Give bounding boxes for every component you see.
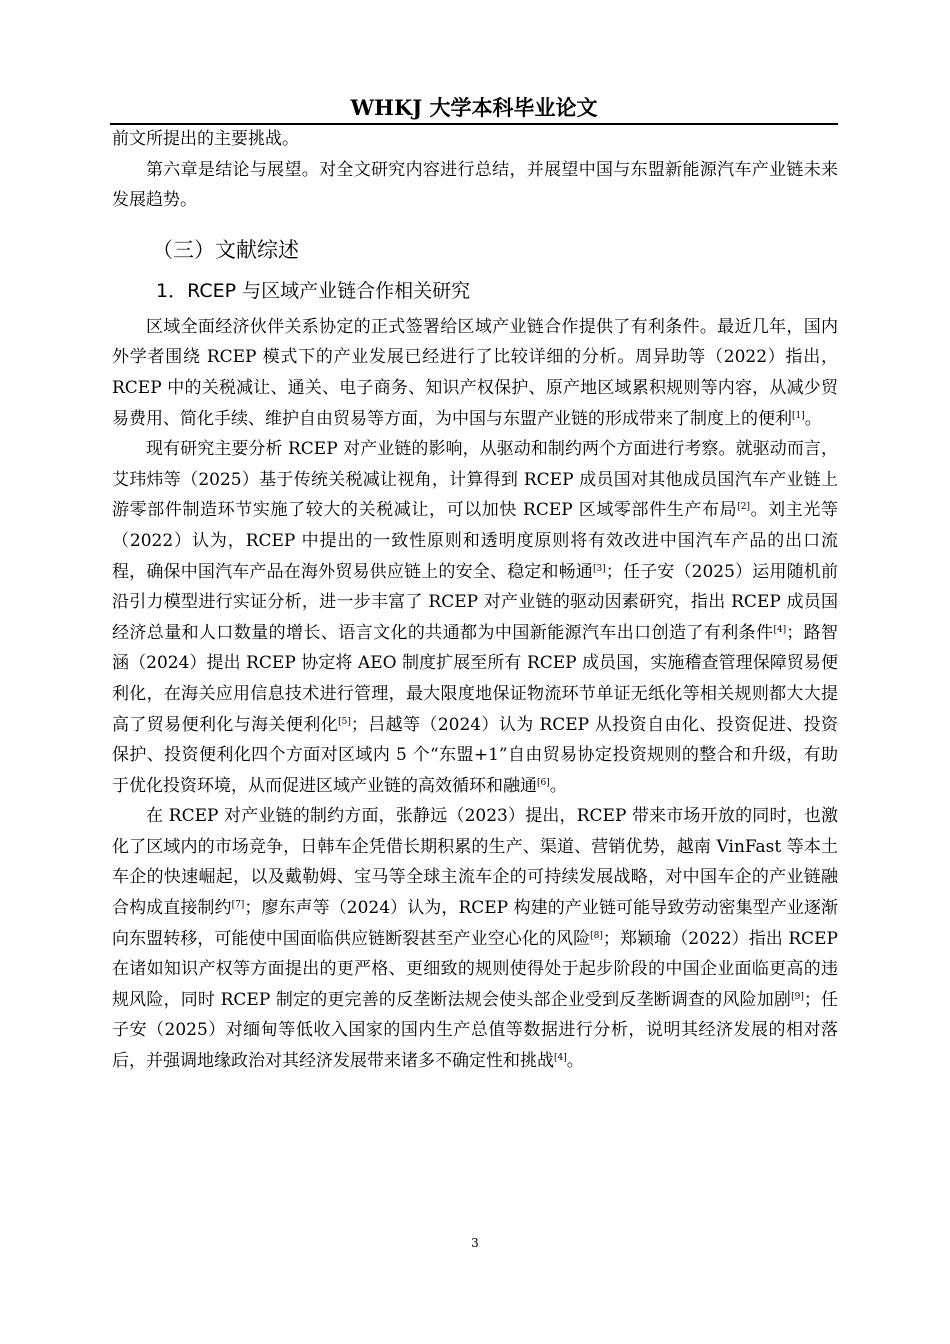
paragraph-text: 。刘主光等（2022）认为，RCEP 中提出的一致性原则和透明度原则将有效改进中国汽车产品的出口流程，确保中国汽车产品在海外贸易供应链上的安全、稳定和畅通 [112,500,839,582]
paragraph-text: ；廖东声等（2024）认为，RCEP 构建的产业链可能导致劳动密集型产业逐渐向东盟转移，可能使中国面临供应链断裂甚至产业空心化的风险 [112,898,839,949]
page-number: 3 [471,1236,479,1250]
paragraph-text: ；任子安（2025）对缅甸等低收入国家的国内生产总值等数据进行分析，说明其经济发展的相对落后，并强调地缘政治对其经济发展带来诸多不确定性和挑战 [112,989,839,1072]
citation-ref: [5] [338,716,351,727]
subsection-heading: 1．RCEP 与区域产业链合作相关研究 [156,279,471,302]
paragraph-rcep-intro [112,312,838,434]
paragraph-rcep-drivers [112,434,838,801]
paragraph-text: ；郑颖瑜（2022）指出 RCEP 在诸如知识产权等方面提出的更严格、更细致的规则使得处于起步阶段的中国企业面临更高的违规风险，同时 RCEP 制定的更完善的反垄断法规会使头部企业受到反垄断调查的风险加剧 [112,928,838,1010]
paragraph-text: 在 RCEP 对产业链的制约方面，张静远（2023）提出，RCEP 带来市场开放的同时，也激化了区域内的市场竞争，日韩车企凭借长期积累的生产、渠道、营销优势，越南 VinFast 等本土车企的快速崛起，以及戴勒姆、宝马等全球主流车企的可持续发展战略，对中国车企的产业链融合构成直接制约 [112,806,838,919]
citation-ref: [4] [554,1053,567,1064]
citation-ref: [6] [537,777,550,788]
citation-ref: [1] [792,410,805,421]
paragraph-chapter-six: 第六章是结论与展望。对全文研究内容进行总结，并展望中国与东盟新能源汽车产业链未来发展趋势。 [112,159,838,211]
citation-ref: [2] [737,502,750,513]
paragraph-text: 现有研究主要分析 RCEP 对产业链的影响，从驱动和制约两个方面进行考察。就驱动而言，艾玮炜等（2025）基于传统关税减让视角，计算得到 RCEP 成员国对其他成员国汽车产业链上游零部件制造环节实施了较大的关税减让，可以加快 RCEP 区域零部件生产布局 [112,439,838,521]
paragraph-text: ；吕越等（2024）认为 RCEP 从投资自由化、投资促进、投资保护、投资便利化四个方面对区域内 5 个“东盟+1”自由贸易协定投资规则的整合和升级，有助于优化投资环境，从而促进区域产业链的高效循环和融通 [112,714,839,796]
citation-ref: [4] [773,624,787,635]
paragraph-rcep-constraints [112,801,838,1076]
section-heading: （三）文献综述 [152,237,299,262]
citation-ref: [8] [590,930,603,941]
paragraph-text: 。 [566,1051,584,1072]
paragraph-continuation: 前文所提出的主要挑战。 [112,129,299,149]
page-body [112,124,838,1077]
paragraph-text: 区域全面经济伙伴关系协定的正式签署给区域产业链合作提供了有利条件。最近几年，国内外学者围绕 RCEP 模式下的产业发展已经进行了比较详细的分析。周异助等（2022）指出，RCEP 中的关税减让、通关、电子商务、知识产权保护、原产地区域累积规则等内容，从减少贸易费用、简化手续、维护自由贸易等方面，为中国与东盟产业链的形成带来了制度上的便利 [112,316,838,429]
citation-ref: [3] [593,563,606,574]
running-header: WHKJ 大学本科毕业论文 [350,95,598,120]
paragraph-text: 。 [549,775,567,796]
citation-ref: [7] [231,900,245,911]
paragraph-text: ；路智涵（2024）提出 RCEP 协定将 AEO 制度扩展至所有 RCEP 成员国，实施稽查管理保障贸易便利化，在海关应用信息技术进行管理，最大限度地保证物流环节单证无纸化等相关规则都大大提高了贸易便利化与海关便利化 [112,622,838,735]
paragraph-text: ；任子安（2025）运用随机前沿引力模型进行实证分析，进一步丰富了 RCEP 对产业链的驱动因素研究，指出 RCEP 成员国经济总量和人口数量的增长、语言文化的共通都为中国新能源汽车出口创造了有利条件 [112,561,838,643]
citation-ref: [9] [791,991,804,1002]
paragraph-text: 。 [804,408,822,429]
